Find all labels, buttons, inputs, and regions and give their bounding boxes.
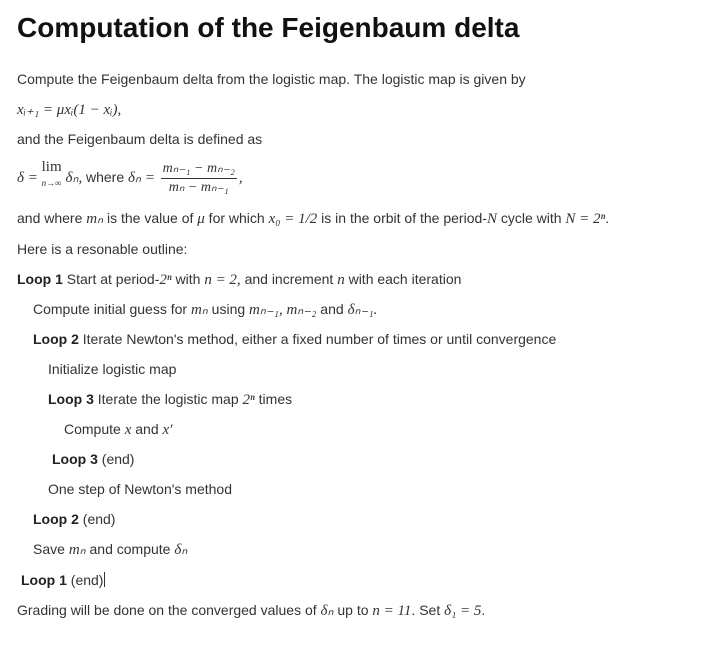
logistic-map-formula: xᵢ₊₁ = μxᵢ(1 − xᵢ),: [17, 102, 122, 118]
loop1-end-text: (end): [66, 572, 104, 588]
loop1-text-2: with: [171, 271, 205, 287]
save-m-n: mₙ: [68, 542, 86, 558]
grading-note: [17, 600, 485, 621]
orbit-description: [17, 208, 609, 229]
loop3-label: Loop 3: [48, 391, 94, 407]
x-prime-symbol: x′: [162, 422, 173, 438]
guess-text-2: using: [207, 301, 250, 317]
trailing-comma: ,: [238, 170, 243, 186]
loop1-label: Loop 1: [17, 271, 63, 287]
guess-delta: δₙ₋₁.: [347, 302, 378, 318]
fraction-numerator: mₙ₋₁ − mₙ₋₂: [161, 161, 237, 179]
grading-text-1: Grading will be done on the converged values of: [17, 602, 321, 618]
guess-m-terms: mₙ₋₁, mₙ₋₂: [249, 302, 317, 318]
initial-guess-step: [33, 299, 377, 320]
delta-definition-intro: and the Feigenbaum delta is defined as: [17, 131, 263, 147]
fraction-denominator: mₙ − mₙ₋₁: [168, 179, 229, 195]
where-text: where: [85, 169, 125, 185]
save-text-1: Save: [33, 541, 69, 557]
delta-lhs: δ =: [17, 170, 42, 186]
outline-intro: Here is a resonable outline:: [17, 241, 188, 257]
delta-fraction: [161, 161, 237, 196]
loop2-end-text: (end): [78, 511, 116, 527]
guess-text-1: Compute initial guess for: [33, 301, 191, 317]
loop3-end-label: Loop 3: [52, 451, 98, 467]
orbit-text-1: and where: [17, 210, 87, 226]
save-step: [33, 539, 187, 560]
grading-text-2: up to: [333, 602, 373, 618]
grading-delta1: δ₁ = 5: [444, 603, 482, 619]
loop2-label: Loop 2: [33, 331, 79, 347]
init-logistic-step: Initialize logistic map: [48, 361, 177, 377]
loop2-start: [33, 329, 556, 349]
loop3-end-text: (end): [97, 451, 135, 467]
loop2-end: [33, 509, 115, 529]
x-symbol: x: [124, 422, 132, 438]
loop2-end-label: Loop 2: [33, 511, 79, 527]
loop1-text-1: Start at period-: [62, 271, 160, 287]
guess-m-n: mₙ: [190, 302, 208, 318]
loop1-start: [17, 269, 461, 290]
loop3-text-2: times: [254, 391, 293, 407]
loop3-end: [52, 449, 134, 469]
orbit-text-5: cycle with: [496, 210, 566, 226]
limit-word: lim: [41, 159, 62, 175]
grading-n-equation: n = 11: [372, 603, 412, 619]
orbit-text-4: is in the orbit of the period-: [317, 210, 487, 226]
text-cursor: [104, 572, 105, 587]
loop1-n-symbol: n: [337, 272, 345, 288]
loop1-text-3: and increment: [240, 271, 338, 287]
intro-paragraph: Compute the Feigenbaum delta from the logistic map. The logistic map is given by: [17, 71, 526, 87]
logistic-map-equation: [17, 99, 121, 120]
loop1-end-label: Loop 1: [21, 572, 67, 588]
save-text-2: and compute: [85, 541, 175, 557]
loop1-end[interactable]: [21, 570, 105, 590]
compute-x-step: [64, 419, 172, 440]
loop2-text: Iterate Newton's method, either a fixed number of times or until convergence: [78, 331, 557, 347]
delta-definition-equation: [17, 160, 243, 196]
orbit-text-3: for which: [204, 210, 269, 226]
mu-symbol: μ: [197, 211, 205, 227]
grading-text-3: . Set: [411, 602, 445, 618]
grading-delta-n: δₙ: [320, 603, 334, 619]
newton-step: One step of Newton's method: [48, 481, 232, 497]
loop3-times-expr: 2ⁿ: [242, 392, 255, 408]
guess-text-3: and: [316, 301, 348, 317]
m-n-symbol: mₙ: [86, 211, 104, 227]
orbit-text-6: .: [605, 210, 610, 226]
delta-n-term: δₙ,: [65, 170, 86, 186]
N-symbol: N: [486, 211, 497, 227]
limit-operator: [42, 160, 62, 190]
x0-expression: x₀ = 1/2: [268, 211, 318, 227]
delta-n-equals: δₙ =: [128, 170, 159, 186]
loop3-start: [48, 389, 292, 410]
page-title: Computation of the Feigenbaum delta: [17, 12, 520, 43]
orbit-text-2: is the value of: [103, 210, 198, 226]
limit-subscript: n→∞: [41, 178, 62, 188]
compute-x-text-2: and: [131, 421, 163, 437]
loop1-n-equation: n = 2,: [204, 272, 241, 288]
N-equation: N = 2ⁿ: [565, 211, 606, 227]
loop3-text: Iterate the logistic map: [93, 391, 243, 407]
loop1-period: 2ⁿ: [159, 272, 172, 288]
compute-x-text-1: Compute: [64, 421, 125, 437]
save-delta-n: δₙ: [174, 542, 188, 558]
loop1-text-4: with each iteration: [344, 271, 462, 287]
grading-text-4: .: [481, 602, 486, 618]
